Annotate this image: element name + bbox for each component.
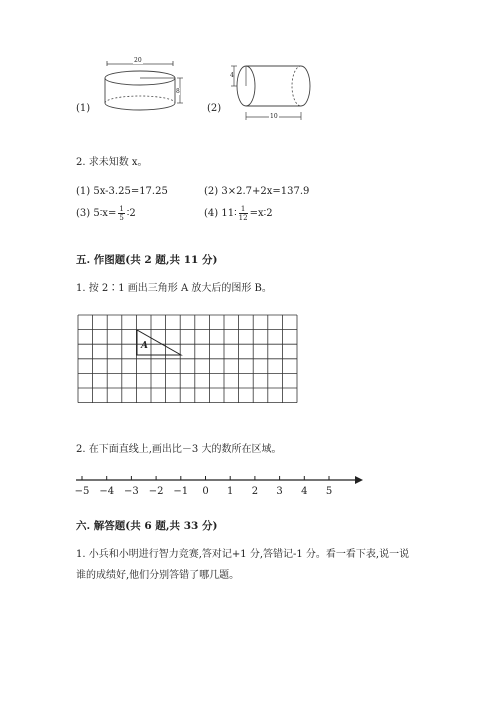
cylinder-figure-1 (95, 56, 195, 126)
q2-title: 2. 求未知数 x。 (76, 157, 148, 168)
number-line-label: −4 (99, 486, 115, 497)
number-line (70, 470, 370, 500)
fig1-top-dimension: 20 (134, 57, 142, 64)
fig2-bottom-dimension: 10 (270, 113, 278, 120)
number-line-label: −3 (124, 486, 139, 497)
equation-4: (4) 11∶ $\frac{1}{12}$ =x∶2 (204, 205, 273, 222)
fig2-label: (2) (207, 103, 222, 114)
fig1-side-dimension: 8 (176, 88, 180, 95)
section-5-heading: 五. 作图题(共 2 题,共 11 分) (76, 254, 218, 266)
number-line-label: 3 (276, 486, 283, 497)
drawing-grid (77, 314, 311, 412)
section-5-question-2: 2. 在下面直线上,画出比－3 大的数所在区域。 (76, 444, 282, 455)
number-line-arrow (355, 476, 363, 484)
fraction-one-fifth: $\frac{1}{5}$ (119, 205, 124, 222)
section-5-question-1: 1. 按 2∶1 画出三角形 A 放大后的图形 B。 (76, 283, 272, 294)
equation-3: (3) 5∶x= $\frac{1}{5}$ ∶2 (76, 205, 136, 222)
number-line-label: 5 (325, 486, 333, 497)
number-line-label: 1 (227, 486, 234, 497)
number-line-label: 0 (202, 486, 209, 497)
equation-2: (2) 3×2.7+2x=137.9 (204, 186, 310, 197)
number-line-label: 2 (251, 486, 259, 497)
number-line-label: −2 (148, 486, 164, 497)
fig2-side-dimension: 4 (230, 72, 234, 79)
number-line-label: −5 (74, 486, 90, 497)
number-line-label: 4 (301, 486, 308, 497)
fig1-label: (1) (76, 103, 91, 114)
triangle-a-label: A (141, 341, 148, 351)
number-line-label: −1 (173, 486, 189, 497)
section-6-heading: 六. 解答题(共 6 题,共 33 分) (76, 520, 218, 532)
fraction-one-twelfth: $\frac{1}{12}$ (238, 205, 248, 222)
section-6-question-1-line-1: 1. 小兵和小明进行智力竞赛,答对记+1 分,答错记-1 分。看一看下表,说一说 (76, 549, 410, 560)
equation-1: (1) 5x-3.25=17.25 (76, 186, 168, 197)
section-6-question-1-line-2: 谁的成绩好,他们分别答错了哪几题。 (76, 570, 240, 581)
